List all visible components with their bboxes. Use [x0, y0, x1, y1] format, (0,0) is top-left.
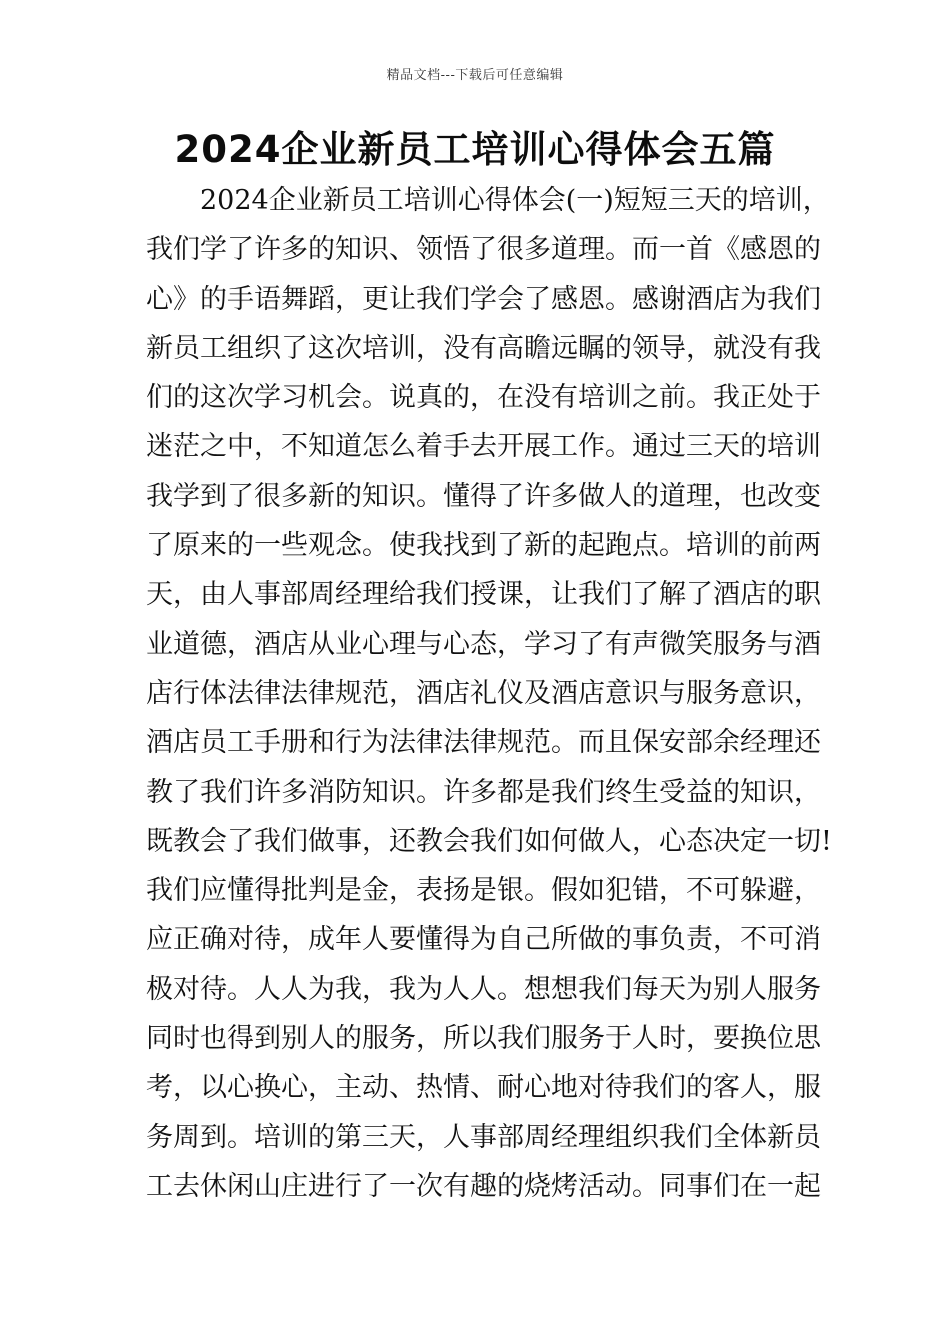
body-line: 酒店员工手册和行为法律法律规范。而且保安部余经理还 — [146, 727, 821, 759]
body-line: 业道德，酒店从业心理与心态，学习了有声微笑服务与酒 — [146, 628, 821, 660]
body-line: 考，以心换心，主动、热情、耐心地对待我们的客人，服 — [146, 1072, 821, 1104]
body-line: 天，由人事部周经理给我们授课，让我们了解了酒店的职 — [146, 579, 821, 611]
body-line: 我学到了很多新的知识。懂得了许多做人的道理，也改变 — [146, 480, 821, 512]
body-line: 务周到。培训的第三天，人事部周经理组织我们全体新员 — [146, 1121, 821, 1153]
header-note: 精品文档---下载后可任意编辑 — [386, 68, 564, 83]
body-line: 店行体法律法律规范，酒店礼仪及酒店意识与服务意识， — [146, 677, 821, 709]
body-line: 心》的手语舞蹈，更让我们学会了感恩。感谢酒店为我们 — [146, 283, 821, 315]
body-line: 既教会了我们做事，还教会我们如何做人，心态决定一切! — [146, 825, 832, 857]
body-line: 们的这次学习机会。说真的，在没有培训之前。我正处于 — [146, 382, 821, 414]
body-line: 我们应懂得批判是金，表扬是银。假如犯错，不可躲避， — [146, 875, 821, 907]
body-line: 新员工组织了这次培训，没有高瞻远瞩的领导，就没有我 — [146, 332, 821, 364]
body-line: 了原来的一些观念。使我找到了新的起跑点。培训的前两 — [146, 530, 821, 562]
body-text — [146, 180, 832, 1215]
body-line: 2024企业新员工培训心得体会(一)短短三天的培训， — [200, 185, 830, 216]
body-line: 工去休闲山庄进行了一次有趣的烧烤活动。同事们在一起 — [146, 1170, 821, 1202]
body-line: 迷茫之中，不知道怎么着手去开展工作。通过三天的培训 — [146, 431, 821, 463]
body-line: 我们学了许多的知识、领悟了很多道理。而一首《感恩的 — [146, 234, 821, 266]
body-line: 教了我们许多消防知识。许多都是我们终生受益的知识， — [146, 776, 821, 808]
document-title: 2024企业新员工培训心得体会五篇 — [174, 128, 776, 171]
body-line: 同时也得到别人的服务，所以我们服务于人时，要换位思 — [146, 1023, 821, 1055]
body-line: 应正确对待，成年人要懂得为自己所做的事负责，不可消 — [146, 924, 821, 956]
body-line: 极对待。人人为我，我为人人。想想我们每天为别人服务 — [146, 973, 821, 1005]
